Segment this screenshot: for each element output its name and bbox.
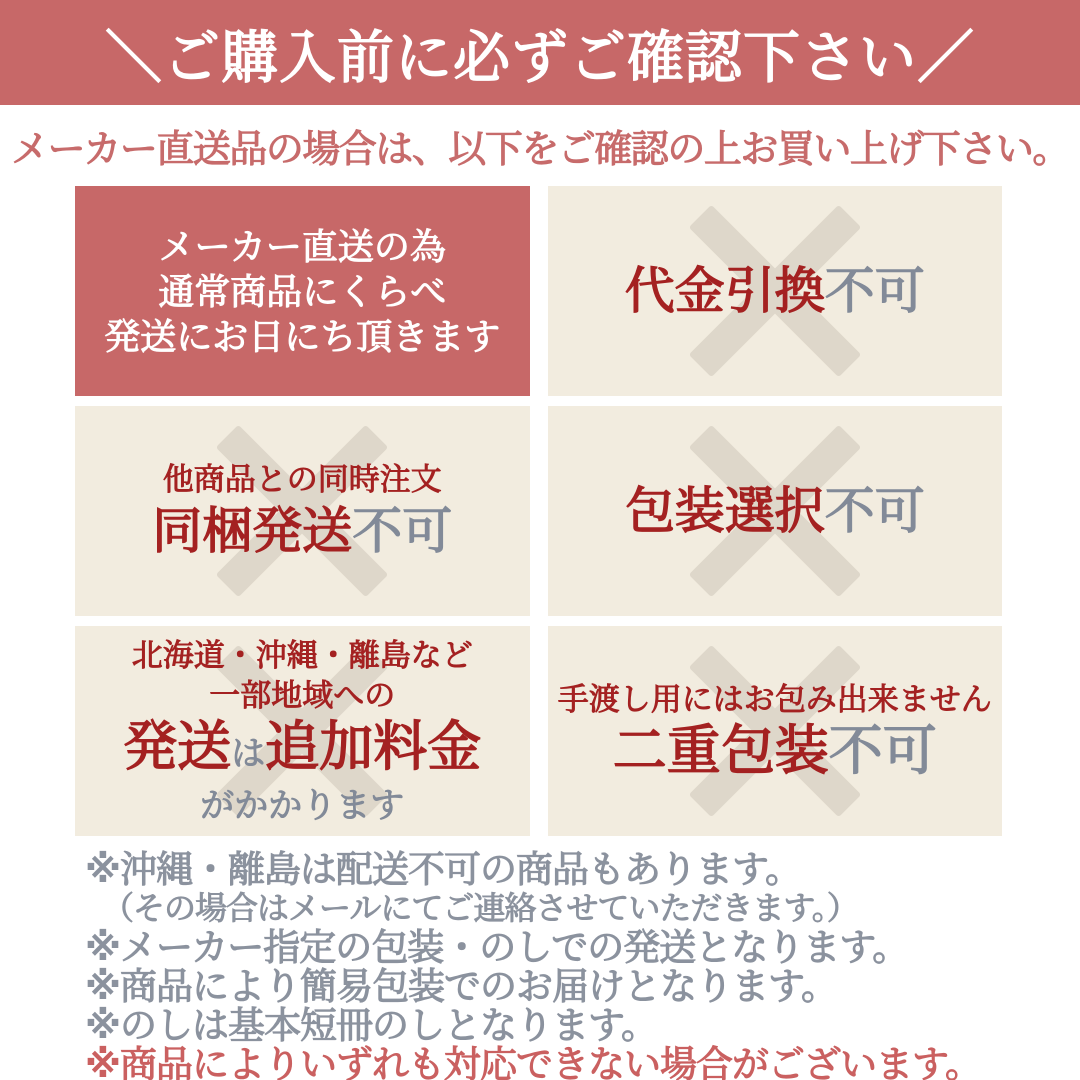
extra-fee-label-red-1: 発送 bbox=[123, 716, 232, 777]
note-line-5: ※のしは基本短冊のしとなります。 bbox=[85, 1005, 658, 1046]
wrap-selection-label bbox=[625, 480, 925, 542]
extra-fee-sub-2: 一部地域への bbox=[209, 677, 396, 713]
wrap-selection-label-red: 包装選択 bbox=[624, 483, 825, 539]
bundled-shipping-label bbox=[152, 500, 452, 562]
cod-label bbox=[625, 260, 925, 322]
direct-shipping-line-2: 通常商品にくらべ bbox=[158, 270, 447, 312]
cod-label-red: 代金引換 bbox=[624, 263, 825, 319]
extra-fee-label bbox=[123, 716, 481, 785]
cod-label-gray: 不可 bbox=[824, 263, 925, 319]
box-bundled-shipping bbox=[75, 406, 530, 616]
double-wrap-label-red: 二重包装 bbox=[612, 721, 829, 781]
subtitle-text: メーカー直送品の場合は、以下をご確認の上お買い上げ下さい。 bbox=[11, 129, 1069, 171]
note-line-3: ※メーカー指定の包装・のしでの発送となります。 bbox=[85, 927, 909, 968]
box-cod-unavailable bbox=[548, 186, 1003, 396]
note-line-4: ※商品により簡易包装でのお届けとなります。 bbox=[85, 966, 838, 1007]
extra-fee-sub-1: 北海道・沖縄・離島など bbox=[131, 637, 473, 673]
direct-shipping-line-1: メーカー直送の為 bbox=[158, 225, 446, 267]
note-line-2: （その場合はメールにてご連絡させていただきます。） bbox=[102, 890, 858, 926]
direct-shipping-line-3: 発送にお日にち頂きます bbox=[104, 315, 501, 357]
extra-fee-label-red-2: 追加料金 bbox=[265, 716, 482, 777]
banner-title: ＼ご購入前に必ずご確認下さい／ bbox=[105, 25, 975, 90]
extra-fee-particle: は bbox=[231, 734, 266, 773]
extra-fee-tail: がかかります bbox=[200, 786, 405, 825]
double-wrap-label bbox=[613, 720, 937, 782]
note-line-6: ※商品によりいずれも対応できない場合がございます。 bbox=[85, 1044, 982, 1080]
box-extra-shipping-fee bbox=[75, 626, 530, 836]
double-wrap-label-gray: 不可 bbox=[828, 721, 937, 781]
notes-section bbox=[85, 850, 1060, 1080]
note-line-1: ※沖縄・離島は配送不可の商品もあります。 bbox=[85, 849, 802, 890]
notice-banner bbox=[0, 0, 1080, 105]
box-double-wrapping bbox=[548, 626, 1003, 836]
bundled-shipping-label-gray: 不可 bbox=[352, 503, 453, 559]
bundled-shipping-sub: 他商品との同時注文 bbox=[162, 462, 442, 497]
double-wrap-sub: 手渡し用にはお包み出来ません bbox=[557, 682, 992, 717]
wrap-selection-label-gray: 不可 bbox=[824, 483, 925, 539]
box-wrap-selection bbox=[548, 406, 1003, 616]
box-direct-shipping bbox=[75, 186, 530, 396]
notice-grid bbox=[75, 186, 1002, 836]
bundled-shipping-label-red: 同梱発送 bbox=[152, 503, 353, 559]
